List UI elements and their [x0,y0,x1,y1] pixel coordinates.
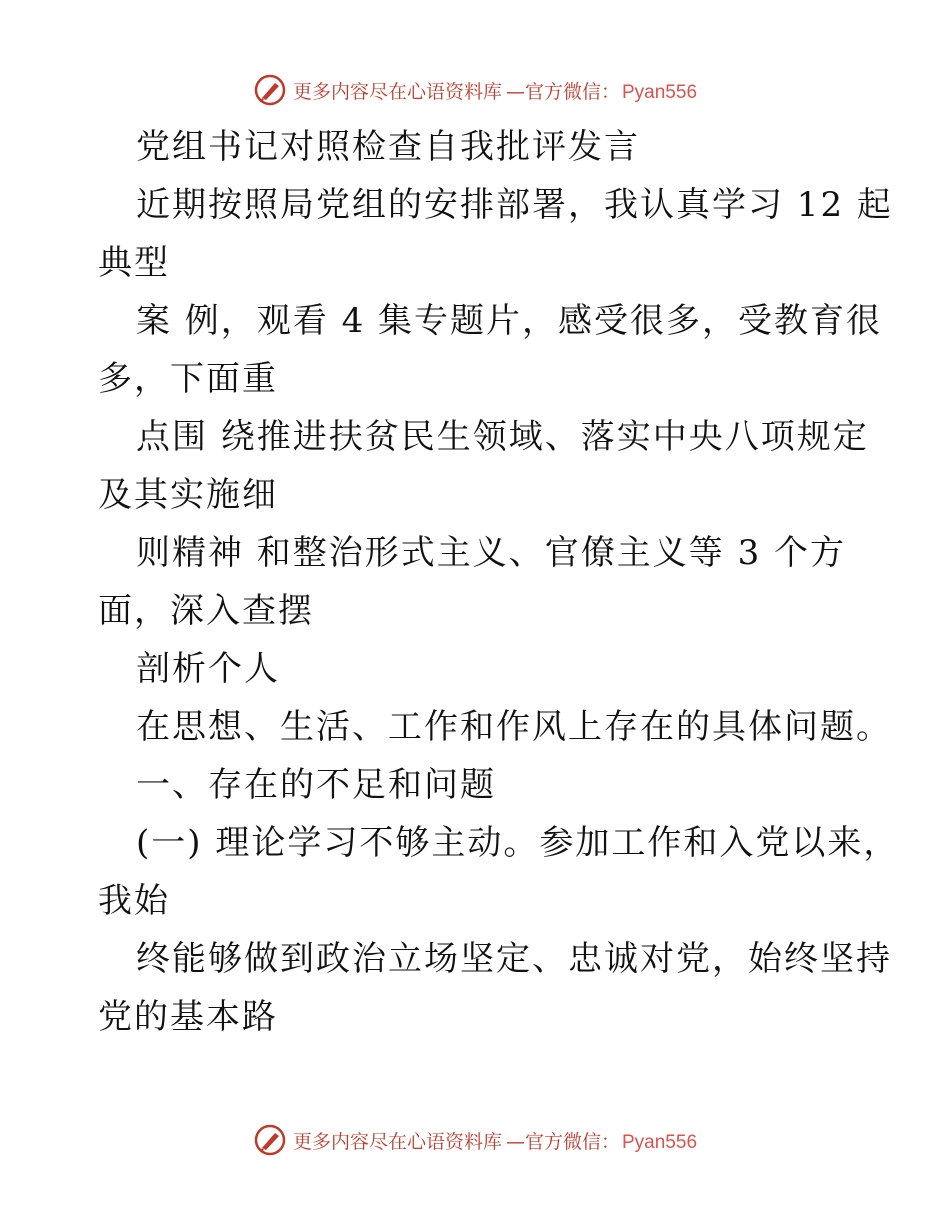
doc-line: 终能够做到政治立场坚定、忠诚对党，始终坚持 [136,939,892,979]
banner-text [293,77,697,104]
doc-line: 则精神 和整治形式主义、官僚主义等 3 个方 [136,533,847,573]
doc-line: 面，深入查摆 [98,591,314,631]
header-banner [0,70,950,110]
doc-line: 典型 [98,243,170,283]
banner-main-text: 更多内容尽在心语资料库 [292,1130,502,1153]
doc-line: 多，下面重 [98,359,278,399]
doc-line: 在思想、生活、工作和作风上存在的具体问题。 [136,707,892,747]
doc-line: 我始 [98,881,170,921]
doc-line: 案 例，观看 4 集专题片，感受很多，受教育很 [136,301,883,341]
doc-line: 党的基本路 [98,997,278,1037]
doc-line: (一) 理论学习不够主动。参加工作和入党以来， [136,823,900,863]
banner-text [293,1127,697,1154]
doc-line: 及其实施细 [98,475,278,515]
document-body [98,118,900,1046]
footer-banner [0,1120,950,1160]
pen-logo-icon [253,73,287,107]
banner-wechat-id: Pyan556 [622,1131,698,1153]
pen-logo-icon [253,1123,287,1157]
banner-wechat-label: —官方微信： [505,1130,620,1153]
banner-main-text: 更多内容尽在心语资料库 [292,80,502,103]
section-heading: 一、存在的不足和问题 [136,765,496,805]
doc-line: 近期按照局党组的安排部署，我认真学习 12 起 [136,185,893,225]
doc-line: 剖析个人 [136,649,280,689]
banner-wechat-label: —官方微信： [505,80,620,103]
doc-line: 点围 绕推进扶贫民生领域、落实中央八项规定 [136,417,869,457]
doc-title: 党组书记对照检查自我批评发言 [136,127,640,167]
banner-wechat-id: Pyan556 [622,81,698,103]
